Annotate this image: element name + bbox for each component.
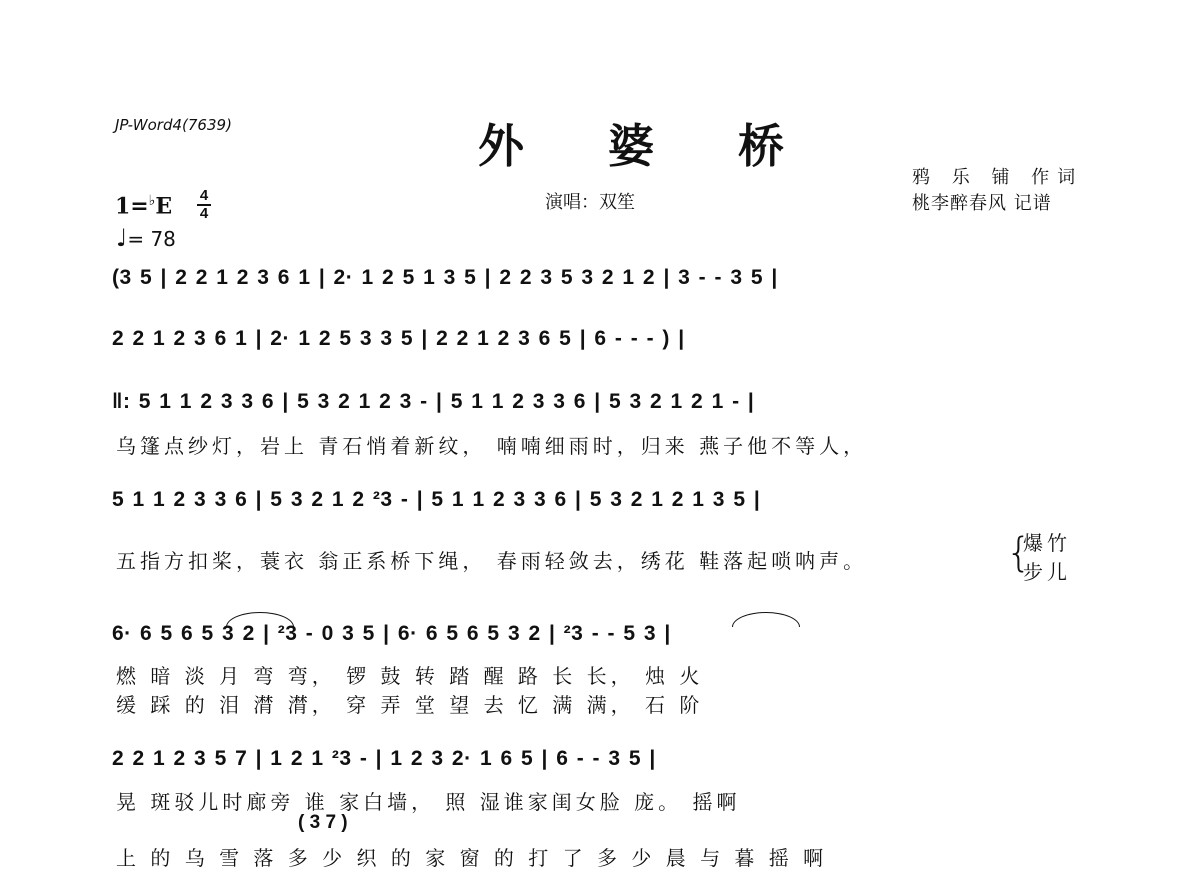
tempo-value: = 78	[127, 227, 176, 251]
software-label: JP-Word4(7639)	[115, 116, 232, 134]
brace-icon: {	[1006, 530, 1032, 576]
lyrics-row-3: 乌篷点纱灯，岩上 青石悄着新纹， 喃喃细雨时，归来 燕子他不等人，	[116, 434, 868, 458]
notation-row-3: ‖: 5 1 1 2 3 3 6 | 5 3 2 1 2 3 - | 5 1 1 2 3 3 6 | 5 3 2 1 2 1 - |	[112, 390, 755, 413]
flat-icon: ♭	[148, 193, 156, 209]
transcriber-credit: 桃李醉春风 记谱	[912, 193, 1052, 214]
time-signature-top: 4	[199, 187, 209, 204]
notation-row-5: 6· 6 5 6 5 3 2 | ²3 - 0 3 5 | 6· 6 5 6 5 3 2 | ²3 - - 5 3 |	[112, 622, 671, 645]
time-signature	[196, 188, 212, 222]
lyrics-row-7-partial: 上 的 乌 雪 落 多 少 织 的 家 窗 的 打 了 多 少 晨 与 暮 摇 啊	[116, 846, 828, 870]
alternate-notes: ( 3 7 )	[298, 812, 348, 833]
notation-row-4: 5 1 1 2 3 3 6 | 5 3 2 1 2 ²3 - | 5 1 1 2 3 3 6 | 5 3 2 1 2 1 3 5 |	[112, 488, 761, 511]
quarter-note-icon: ♩	[116, 224, 128, 252]
lyrics-row-4: 五指方扣桨，蓑衣 翁正系桥下绳， 春雨轻敛去，绣花 鞋落起唢呐声。	[116, 549, 868, 573]
song-title: 外 婆 桥	[478, 119, 819, 173]
lyrics-row-5-verse-1: 燃 暗 淡 月 弯 弯， 锣 鼓 转 踏 醒 路 长 长， 烛 火	[116, 664, 704, 688]
lyrics-row-6: 晃 斑驳儿时廊旁 谁 家白墙， 照 湿谁家闺女脸 庞。 摇啊	[116, 790, 741, 814]
lyricist-credit: 鸦 乐 铺 作词	[912, 167, 1084, 188]
lyrics-row-5-verse-2: 缓 踩 的 泪 潸 潸， 穿 弄 堂 望 去 忆 满 满， 石 阶	[116, 693, 704, 717]
verse-2-pickup: 步儿	[1023, 560, 1071, 584]
notation-row-1: (3 5 | 2 2 1 2 3 6 1 | 2· 1 2 5 1 3 5 | 2 2 3 5 3 2 1 2 | 3 - - 3 5 |	[112, 266, 778, 289]
verse-branch-group	[1006, 527, 1086, 583]
verse-1-pickup: 爆竹	[1023, 531, 1071, 555]
key-letter: E	[155, 193, 173, 220]
notation-row-6: 2 2 1 2 3 5 7 | 1 2 1 ²3 - | 1 2 3 2· 1 6 5 | 6 - - 3 5 |	[112, 747, 656, 770]
time-signature-bottom: 4	[199, 205, 209, 222]
singer-credit: 演唱：双笙	[545, 192, 635, 213]
key-prefix: 1=	[115, 193, 149, 220]
notation-row-2: 2 2 1 2 3 6 1 | 2· 1 2 5 3 3 5 | 2 2 1 2 3 6 5 | 6 - - - ) |	[112, 327, 685, 350]
key-signature	[115, 193, 172, 219]
tempo-marking	[116, 224, 176, 252]
